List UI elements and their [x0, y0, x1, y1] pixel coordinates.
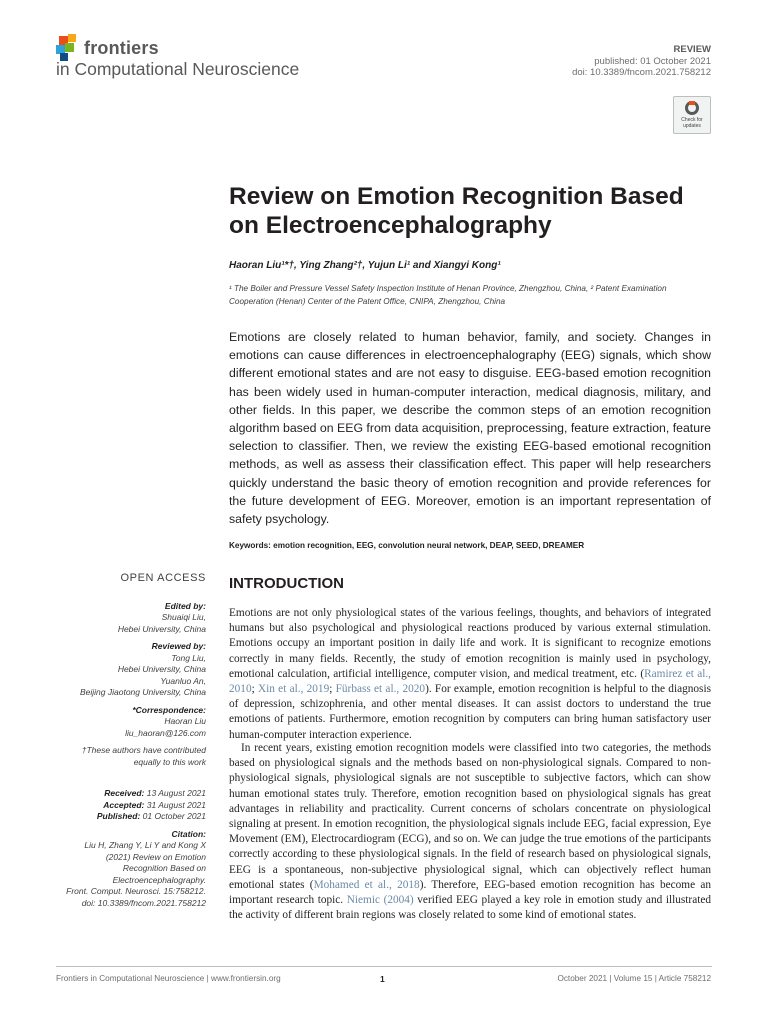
paragraph-text: ). For example, emotion recognition is helpful to the diagnosis of depression, schizophrenia, and other mental diseases. It can assist doctors to understand the true emotions of patients. Furthermore, emotion recognition by computers can bring human satisfactory user human-computer interaction experience. — [229, 683, 711, 741]
keywords-text: emotion recognition, EEG, convolution neural network, DEAP, SEED, DREAMER — [273, 541, 585, 550]
citation-link[interactable]: Ramirez et al., 2010 — [229, 667, 712, 696]
citation-line: Recognition Based on — [122, 863, 206, 873]
paragraph-text: ). Therefore, EEG-based emotion recognition has become an important research topic. — [229, 878, 712, 907]
citation-link[interactable]: Mohamed et al., 2018 — [313, 878, 420, 891]
intro-paragraph-2 — [229, 741, 711, 923]
reviewer-name: Yuanluo An, — [160, 675, 206, 686]
keywords — [229, 541, 584, 550]
journal-logo — [56, 34, 356, 82]
reviewer-name: Tong Liu, — [171, 652, 206, 663]
affiliations: ¹ The Boiler and Pressure Vessel Safety Inspection Institute of Henan Province, Zhengzhou, China, ² Patent Examination Cooperation (Henan) Center of the Patent Office, CNIPA, Zhengzhou, China — [229, 284, 667, 306]
reviewer-affiliation: Beijing Jiaotong University, China — [80, 687, 206, 697]
citation-label: Citation: — [171, 828, 206, 839]
footer-divider — [56, 966, 712, 967]
editor-affiliation: Hebei University, China — [117, 623, 206, 634]
article-title: Review on Emotion Recognition Based on Electroencephalography — [229, 183, 684, 239]
keywords-label: Keywords: — [229, 541, 271, 550]
reviewer-affiliation: Hebei University, China — [117, 664, 206, 674]
frontiers-logo-icon — [56, 34, 82, 62]
published-date: published: 01 October 2021 — [594, 55, 711, 67]
equal-contribution-note: equally to this work — [133, 756, 206, 767]
paragraph-text: verified EEG played a key role in emotion study and illustrated the activity of different brain regions was closely related to some kind of emotional states. — [229, 894, 712, 922]
received-date: 13 August 2021 — [146, 788, 206, 798]
citation-separator: ; — [251, 683, 258, 696]
citation-line: Electroencephalography. — [112, 874, 206, 885]
accepted-date: 31 August 2021 — [146, 799, 206, 810]
brand-name: frontiers — [84, 38, 159, 58]
reviewed-by-label: Reviewed by: — [151, 641, 206, 651]
open-access-label: OPEN ACCESS — [120, 572, 206, 584]
article-doi[interactable]: doi: 10.3389/fncom.2021.758212 — [572, 67, 711, 78]
published-date-side: 01 October 2021 — [142, 811, 206, 821]
abstract: Emotions are closely related to human behavior, family, and society. Changes in emotions can cause differences in electroencephalography (EEG) signals, which show different emotional states and are not easy to disguise. EEG-based emotion recognition has been widely used in human-computer interaction, medical diagnosis, military, and other fields. In this paper, we describe the common steps of an emotion recognition algorithm based on EEG from data acquisition, preprocessing, feature extraction, feature selection to classifier. Then, we review the existing EEG-based emotional recognition methods, as well as assess their classification effect. This paper will help researchers quickly understand the basic theory of emotion recognition and provide references for the future development of EEG. Moreover, emotion is an important representation of safety psychology. — [229, 330, 711, 527]
page-number: 1 — [380, 974, 385, 984]
accepted-label: Accepted: — [103, 799, 145, 810]
check-for-updates-button[interactable] — [673, 96, 711, 134]
citation-doi[interactable]: doi: 10.3389/fncom.2021.758212 — [81, 897, 206, 908]
correspondence-name: Haoran Liu — [164, 716, 206, 726]
citation-line: Liu H, Zhang Y, Li Y and Kong X — [84, 840, 206, 850]
citation-separator: ; — [329, 683, 336, 696]
citation-link[interactable]: Fürbass et al., 2020 — [335, 683, 426, 696]
citation-line: Front. Comput. Neurosci. 15:758212. — [66, 886, 206, 896]
citation-line: (2021) Review on Emotion — [105, 851, 206, 862]
article-sidebar — [56, 573, 206, 909]
citation-link[interactable]: Niemic (2004) — [346, 894, 414, 907]
editor-name: Shuaiqi Liu, — [161, 612, 206, 622]
published-label: Published: — [96, 811, 141, 821]
received-label: Received: — [104, 788, 145, 798]
equal-contribution-note: †These authors have contributed — [81, 745, 206, 755]
footer-journal: Frontiers in Computational Neuroscience | www.frontiersin.org — [56, 974, 281, 983]
section-heading-introduction: INTRODUCTION — [229, 575, 344, 592]
check-updates-label: Check for updates — [681, 117, 703, 129]
check-updates-icon — [674, 97, 710, 119]
footer-issue: October 2021 | Volume 15 | Article 758212 — [557, 974, 711, 983]
paragraph-text: In recent years, existing emotion recognition models were classified into two categories, the methods based on physiological signals and the methods based on non-physiological signals. Compared to non-physiological signals, physiological signals are not susceptible to subjective factors, which can show human emotional states truly. Therefore, emotion recognition based on physiological signals has great advantages in reliability and practicality. Current concerns of scholars concentrate on physiological signaling at present. In emotion recognition, the physiological signals include EEG, facial expression, Eye Movement (EM), Electrocardiogram (ECG), and so on. We can judge the true emotions of the participants correctly according to these physiological signals. In the field of research based on physiological signals, EEG is a spontaneous, non-subjective physiological signal, which can objectively reflect human emotional states ( — [229, 742, 711, 891]
journal-name: in Computational Neuroscience — [56, 59, 300, 79]
correspondence-email[interactable]: liu_haoran@126.com — [125, 727, 206, 738]
author-list: Haoran Liu¹*†, Ying Zhang²†, Yujun Li¹ and Xiangyi Kong¹ — [229, 260, 501, 271]
edited-by-label: Edited by: — [164, 600, 206, 611]
paragraph-text: Emotions are not only physiological states of the various feelings, thoughts, and behaviors of integrated humans but also psychological and physiological reactions produced by various external stimulation. Emotions occupy an important position in daily life and work. It is significant to recognize emotions correctly in many fields. Recently, the study of emotion recognition is mainly used in psychology, emotional calculation, artificial intelligence, computer vision, and medical treatment, etc. ( — [229, 607, 711, 680]
citation-link[interactable]: Xin et al., 2019 — [257, 683, 330, 696]
article-meta — [572, 44, 711, 79]
correspondence-label: *Correspondence: — [132, 704, 206, 715]
article-type: REVIEW — [673, 44, 711, 55]
intro-paragraph-1 — [229, 606, 711, 743]
